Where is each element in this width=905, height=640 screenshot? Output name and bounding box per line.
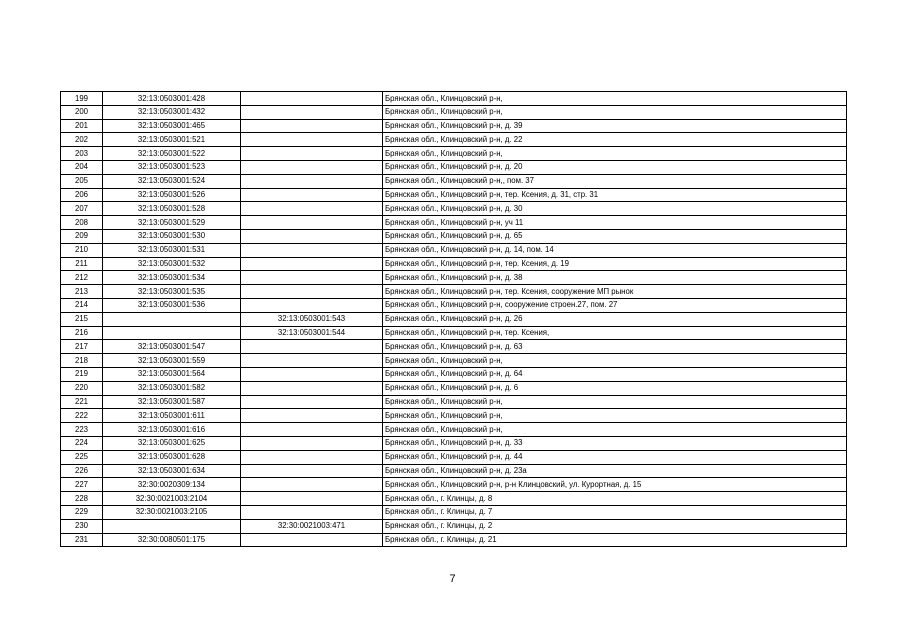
cadastral-number-secondary: 32:13:0503001:543 xyxy=(241,312,383,326)
table-row xyxy=(61,423,847,437)
table-row xyxy=(61,478,847,492)
address-cell: Брянская обл., Клинцовский р-н,, пом. 37 xyxy=(383,174,847,188)
cadastral-number-primary: 32:30:0021003:2104 xyxy=(103,492,241,506)
table-row xyxy=(61,147,847,161)
cadastral-number-secondary xyxy=(241,409,383,423)
cadastral-number-secondary xyxy=(241,147,383,161)
address-cell: Брянская обл., Клинцовский р-н, д. 33 xyxy=(383,436,847,450)
cadastral-number-secondary xyxy=(241,229,383,243)
cadastral-number-primary: 32:13:0503001:465 xyxy=(103,119,241,133)
cadastral-number-secondary xyxy=(241,257,383,271)
cadastral-number-secondary xyxy=(241,478,383,492)
table-row xyxy=(61,436,847,450)
cadastral-number-secondary xyxy=(241,298,383,312)
cadastral-number-primary: 32:30:0020309:134 xyxy=(103,478,241,492)
row-number: 219 xyxy=(61,367,103,381)
address-cell: Брянская обл., Клинцовский р-н, д. 22 xyxy=(383,133,847,147)
cadastral-number-primary: 32:13:0503001:523 xyxy=(103,160,241,174)
cadastral-number-primary: 32:13:0503001:530 xyxy=(103,229,241,243)
page-number: 7 xyxy=(449,573,456,585)
table-row xyxy=(61,133,847,147)
row-number: 230 xyxy=(61,519,103,533)
row-number: 213 xyxy=(61,285,103,299)
cadastral-number-primary: 32:13:0503001:531 xyxy=(103,243,241,257)
row-number: 214 xyxy=(61,298,103,312)
table-row xyxy=(61,450,847,464)
row-number: 226 xyxy=(61,464,103,478)
table-row xyxy=(61,312,847,326)
address-cell: Брянская обл., Клинцовский р-н, xyxy=(383,105,847,119)
cadastral-number-secondary xyxy=(241,160,383,174)
cadastral-number-secondary xyxy=(241,243,383,257)
cadastral-number-secondary xyxy=(241,492,383,506)
table-row xyxy=(61,216,847,230)
cadastral-number-primary xyxy=(103,519,241,533)
address-cell: Брянская обл., г. Клинцы, д. 21 xyxy=(383,533,847,547)
cadastral-number-primary: 32:13:0503001:532 xyxy=(103,257,241,271)
row-number: 231 xyxy=(61,533,103,547)
row-number: 227 xyxy=(61,478,103,492)
row-number: 210 xyxy=(61,243,103,257)
address-cell: Брянская обл., Клинцовский р-н, д. 20 xyxy=(383,160,847,174)
row-number: 224 xyxy=(61,436,103,450)
address-cell: Брянская обл., Клинцовский р-н, xyxy=(383,147,847,161)
address-cell: Брянская обл., Клинцовский р-н, уч 11 xyxy=(383,216,847,230)
cadastral-number-primary xyxy=(103,326,241,340)
row-number: 216 xyxy=(61,326,103,340)
cadastral-number-primary: 32:30:0080501:175 xyxy=(103,533,241,547)
cadastral-number-primary: 32:13:0503001:634 xyxy=(103,464,241,478)
address-cell: Брянская обл., Клинцовский р-н, xyxy=(383,354,847,368)
cadastral-number-secondary xyxy=(241,285,383,299)
table-row xyxy=(61,533,847,547)
table-row xyxy=(61,271,847,285)
cadastral-number-primary: 32:13:0503001:526 xyxy=(103,188,241,202)
cadastral-table xyxy=(60,91,847,547)
row-number: 217 xyxy=(61,340,103,354)
cadastral-number-primary: 32:13:0503001:529 xyxy=(103,216,241,230)
row-number: 223 xyxy=(61,423,103,437)
table-row xyxy=(61,381,847,395)
table-row xyxy=(61,105,847,119)
row-number: 204 xyxy=(61,160,103,174)
cadastral-number-primary: 32:13:0503001:428 xyxy=(103,92,241,106)
cadastral-number-secondary xyxy=(241,354,383,368)
cadastral-number-secondary xyxy=(241,450,383,464)
table-row xyxy=(61,409,847,423)
table-row xyxy=(61,229,847,243)
cadastral-number-secondary xyxy=(241,92,383,106)
address-cell: Брянская обл., Клинцовский р-н, xyxy=(383,423,847,437)
row-number: 202 xyxy=(61,133,103,147)
row-number: 220 xyxy=(61,381,103,395)
row-number: 212 xyxy=(61,271,103,285)
table-row xyxy=(61,505,847,519)
row-number: 201 xyxy=(61,119,103,133)
cadastral-number-primary: 32:13:0503001:611 xyxy=(103,409,241,423)
cadastral-number-secondary xyxy=(241,133,383,147)
address-cell: Брянская обл., Клинцовский р-н, xyxy=(383,409,847,423)
address-cell: Брянская обл., Клинцовский р-н, д. 64 xyxy=(383,367,847,381)
row-number: 229 xyxy=(61,505,103,519)
cadastral-number-secondary xyxy=(241,367,383,381)
table-row xyxy=(61,340,847,354)
table-row xyxy=(61,354,847,368)
row-number: 205 xyxy=(61,174,103,188)
cadastral-number-primary: 32:13:0503001:534 xyxy=(103,271,241,285)
table-body xyxy=(61,92,847,547)
cadastral-number-primary: 32:13:0503001:536 xyxy=(103,298,241,312)
cadastral-number-primary: 32:13:0503001:547 xyxy=(103,340,241,354)
cadastral-number-primary: 32:13:0503001:628 xyxy=(103,450,241,464)
row-number: 228 xyxy=(61,492,103,506)
address-cell: Брянская обл., Клинцовский р-н, тер. Ксения, д. 19 xyxy=(383,257,847,271)
table-row xyxy=(61,119,847,133)
table-row xyxy=(61,298,847,312)
address-cell: Брянская обл., Клинцовский р-н, xyxy=(383,92,847,106)
cadastral-number-primary: 32:13:0503001:587 xyxy=(103,395,241,409)
address-cell: Брянская обл., Клинцовский р-н, тер. Ксения, д. 31, стр. 31 xyxy=(383,188,847,202)
cadastral-number-secondary xyxy=(241,216,383,230)
cadastral-number-secondary xyxy=(241,423,383,437)
row-number: 200 xyxy=(61,105,103,119)
address-cell: Брянская обл., Клинцовский р-н, д. 39 xyxy=(383,119,847,133)
cadastral-number-primary: 32:13:0503001:559 xyxy=(103,354,241,368)
cadastral-number-secondary xyxy=(241,533,383,547)
table-row xyxy=(61,160,847,174)
cadastral-number-secondary xyxy=(241,188,383,202)
address-cell: Брянская обл., Клинцовский р-н, сооружение строен.27, пом. 27 xyxy=(383,298,847,312)
cadastral-number-secondary xyxy=(241,505,383,519)
address-cell: Брянская обл., Клинцовский р-н, д. 30 xyxy=(383,202,847,216)
address-cell: Брянская обл., Клинцовский р-н, д. 63 xyxy=(383,340,847,354)
address-cell: Брянская обл., Клинцовский р-н, д. 38 xyxy=(383,271,847,285)
row-number: 208 xyxy=(61,216,103,230)
table-row xyxy=(61,285,847,299)
cadastral-number-secondary: 32:30:0021003:471 xyxy=(241,519,383,533)
cadastral-number-primary: 32:13:0503001:616 xyxy=(103,423,241,437)
table-row xyxy=(61,202,847,216)
table-row xyxy=(61,174,847,188)
row-number: 207 xyxy=(61,202,103,216)
address-cell: Брянская обл., Клинцовский р-н, р-н Клинцовский, ул. Курортная, д. 15 xyxy=(383,478,847,492)
row-number: 199 xyxy=(61,92,103,106)
row-number: 211 xyxy=(61,257,103,271)
address-cell: Брянская обл., Клинцовский р-н, д. 23а xyxy=(383,464,847,478)
address-cell: Брянская обл., Клинцовский р-н, д. 65 xyxy=(383,229,847,243)
address-cell: Брянская обл., Клинцовский р-н, д. 26 xyxy=(383,312,847,326)
row-number: 209 xyxy=(61,229,103,243)
address-cell: Брянская обл., г. Клинцы, д. 2 xyxy=(383,519,847,533)
table-row xyxy=(61,243,847,257)
table-row xyxy=(61,492,847,506)
cadastral-number-secondary xyxy=(241,381,383,395)
cadastral-number-secondary xyxy=(241,202,383,216)
table-row xyxy=(61,367,847,381)
address-cell: Брянская обл., Клинцовский р-н, д. 44 xyxy=(383,450,847,464)
cadastral-number-secondary xyxy=(241,395,383,409)
cadastral-number-primary: 32:30:0021003:2105 xyxy=(103,505,241,519)
row-number: 222 xyxy=(61,409,103,423)
cadastral-number-primary: 32:13:0503001:535 xyxy=(103,285,241,299)
cadastral-number-secondary xyxy=(241,271,383,285)
cadastral-number-primary: 32:13:0503001:524 xyxy=(103,174,241,188)
table-row xyxy=(61,519,847,533)
table-row xyxy=(61,326,847,340)
address-cell: Брянская обл., Клинцовский р-н, xyxy=(383,395,847,409)
address-cell: Брянская обл., Клинцовский р-н, тер. Ксения, xyxy=(383,326,847,340)
cadastral-number-secondary xyxy=(241,105,383,119)
row-number: 225 xyxy=(61,450,103,464)
row-number: 215 xyxy=(61,312,103,326)
cadastral-number-primary: 32:13:0503001:432 xyxy=(103,105,241,119)
table-row xyxy=(61,464,847,478)
row-number: 203 xyxy=(61,147,103,161)
table-row xyxy=(61,395,847,409)
cadastral-number-secondary: 32:13:0503001:544 xyxy=(241,326,383,340)
cadastral-number-primary: 32:13:0503001:564 xyxy=(103,367,241,381)
row-number: 206 xyxy=(61,188,103,202)
cadastral-number-secondary xyxy=(241,119,383,133)
cadastral-number-secondary xyxy=(241,340,383,354)
address-cell: Брянская обл., Клинцовский р-н, тер. Ксения, сооружение МП рынок xyxy=(383,285,847,299)
table-row xyxy=(61,257,847,271)
row-number: 221 xyxy=(61,395,103,409)
cadastral-number-primary: 32:13:0503001:521 xyxy=(103,133,241,147)
cadastral-number-primary: 32:13:0503001:528 xyxy=(103,202,241,216)
cadastral-number-secondary xyxy=(241,464,383,478)
cadastral-number-primary: 32:13:0503001:625 xyxy=(103,436,241,450)
cadastral-number-secondary xyxy=(241,436,383,450)
cadastral-number-primary xyxy=(103,312,241,326)
address-cell: Брянская обл., г. Клинцы, д. 7 xyxy=(383,505,847,519)
address-cell: Брянская обл., г. Клинцы, д. 8 xyxy=(383,492,847,506)
cadastral-number-primary: 32:13:0503001:582 xyxy=(103,381,241,395)
address-cell: Брянская обл., Клинцовский р-н, д. 6 xyxy=(383,381,847,395)
cadastral-number-primary: 32:13:0503001:522 xyxy=(103,147,241,161)
table-row xyxy=(61,92,847,106)
cadastral-number-secondary xyxy=(241,174,383,188)
table-row xyxy=(61,188,847,202)
row-number: 218 xyxy=(61,354,103,368)
address-cell: Брянская обл., Клинцовский р-н, д. 14, пом. 14 xyxy=(383,243,847,257)
